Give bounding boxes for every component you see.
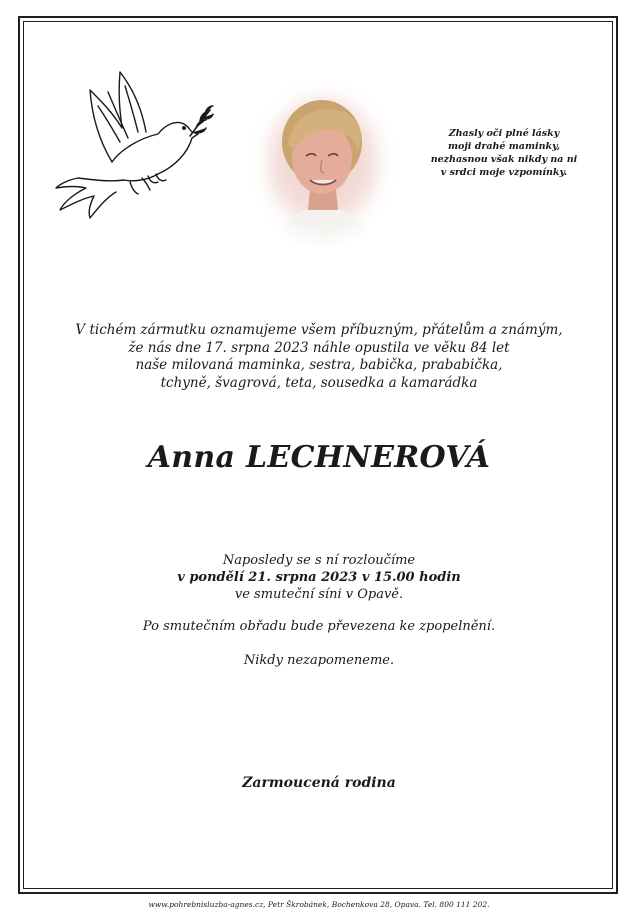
announcement-line: V tichém zármutku oznamujeme všem příbuzným, přátelům a známým, — [75, 322, 563, 338]
poem — [418, 127, 590, 179]
announcement-line: naše milovaná maminka, sestra, babička, prababička, — [135, 357, 503, 373]
signature: Zarmoucená rodina — [242, 775, 396, 791]
deceased-name: Anna LECHNEROVÁ — [147, 440, 491, 475]
announcement-text — [40, 322, 598, 392]
poem-line: moji drahé maminky, — [447, 141, 561, 152]
poem-line: v srdci moje vzpomínky. — [440, 167, 568, 178]
portrait-photo — [248, 80, 398, 250]
announcement-line: že nás dne 17. srpna 2023 náhle opustila ve věku 84 let — [128, 339, 510, 356]
poem-line: Zhasly oči plné lásky — [448, 128, 560, 139]
cremation-note: Po smutečním obřadu bude převezena ke zpopelnění. — [142, 619, 496, 634]
farewell-place: ve smuteční síni v Opavě. — [234, 587, 404, 602]
farewell-line: Naposledy se s ní rozloučíme — [222, 553, 416, 568]
poem-line: nezhasnou však nikdy na ni — [430, 154, 578, 165]
dove-icon — [50, 62, 215, 222]
footer-contact: www.pohrebnisluzba-agnes.cz, Petr Škrobánek, Bochenkova 28, Opava. Tel. 800 111 202. — [148, 900, 490, 909]
farewell-info — [40, 552, 598, 603]
announcement-line: tchyně, švagrová, teta, sousedka a kamarádka — [160, 374, 478, 391]
farewell-date: v pondělí 21. srpna 2023 v 15.00 hodin — [177, 570, 461, 585]
never-forget-text: Nikdy nezapomeneme. — [243, 653, 395, 668]
